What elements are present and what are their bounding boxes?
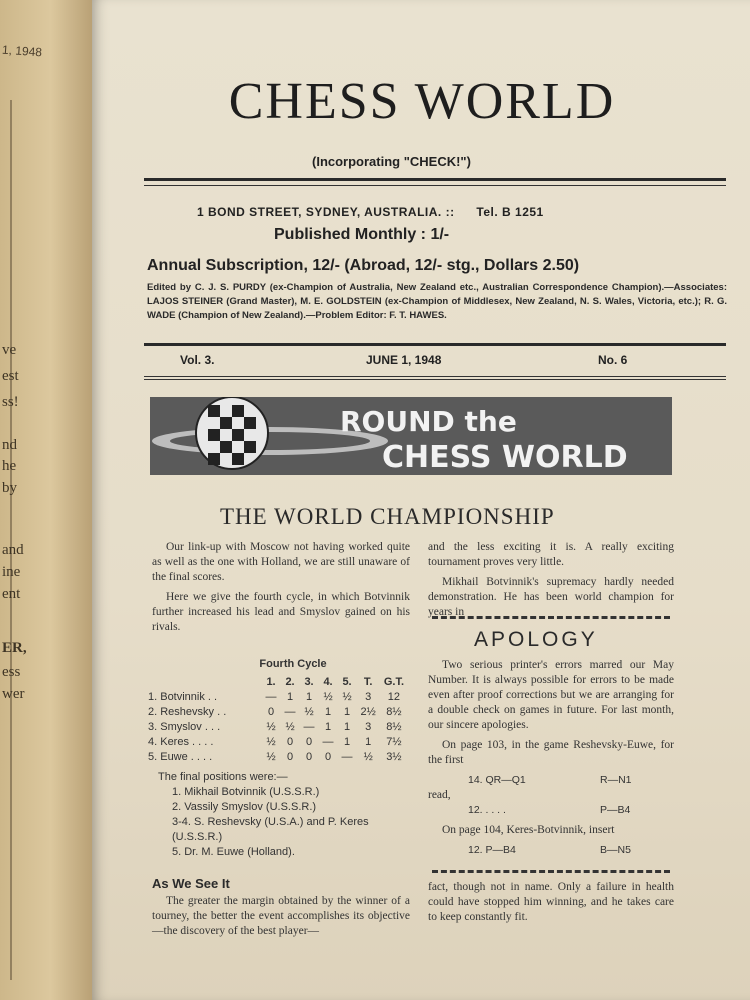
- score-cell: 0: [286, 750, 294, 763]
- score-cell: —: [341, 750, 353, 763]
- score-cell: 3: [365, 690, 372, 703]
- divider: [144, 178, 726, 181]
- article-paragraph: Mikhail Botvinnik's supremacy hardly needed demonstration. He has been world champion for years in: [428, 576, 674, 618]
- article-paragraph: fact, though not in name. Only a failure in health could have stopped him winning, and he takes care to keep constantly fit.: [428, 881, 674, 923]
- left-page-fragment: ss!: [2, 394, 19, 410]
- score-cell: ½: [266, 750, 276, 763]
- score-cell: 1: [286, 690, 294, 703]
- article-right-column: [428, 540, 674, 625]
- move-line: [428, 843, 674, 858]
- fourth-cycle-table: [148, 658, 408, 764]
- score-cell: 0: [305, 735, 313, 748]
- issue-date: JUNE 1, 1948: [366, 353, 442, 367]
- apology-paragraph: On page 104, Keres-Botvinnik, insert: [442, 824, 615, 836]
- player-name: 1. Botvinnik . .: [148, 690, 218, 703]
- score-cell: 3½: [386, 750, 402, 763]
- player-name: 4. Keres . . . .: [148, 735, 214, 748]
- score-cell: 8½: [386, 705, 402, 718]
- apology-column: [428, 658, 674, 858]
- move-left: 12. . . . .: [468, 804, 506, 816]
- divider: [432, 616, 670, 619]
- apology-paragraph: On page 103, in the game Reshevsky-Euwe, for the first: [428, 739, 674, 766]
- score-cell: 1: [324, 720, 332, 733]
- score-cell: 1: [343, 720, 351, 733]
- divider: [144, 343, 726, 346]
- left-page-fragment: he: [2, 458, 17, 474]
- article-paragraph: Our link-up with Moscow not having worked quite as well as the one with Holland, we are still unaware of the final scores.: [152, 541, 410, 583]
- score-cell: 12: [387, 690, 401, 703]
- left-page-fragment: ent: [2, 586, 21, 602]
- magazine-subtitle: (Incorporating "CHECK!"): [312, 154, 471, 169]
- divider: [432, 870, 670, 873]
- column-header: 3.: [304, 675, 314, 688]
- article-paragraph: Here we give the fourth cycle, in which Botvinnik further increased his lead and Smyslov gained on his rivals.: [152, 591, 410, 633]
- column-header: 1.: [266, 675, 276, 688]
- left-page-fragment: nd: [2, 437, 17, 453]
- apology-paragraph: Two serious printer's errors marred our May Number. It is always possible for errors to be made even after proof corrections but we are arranging for a double check on games in future. For last month, our sincere apologies.: [428, 659, 674, 731]
- left-page-fragment: est: [2, 368, 19, 384]
- score-cell: ½: [342, 690, 352, 703]
- as-we-see-it-heading: As We See It: [152, 876, 230, 891]
- left-page-fragment: ve: [2, 342, 17, 358]
- article-left-column: [152, 540, 410, 640]
- score-cell: 0: [267, 705, 275, 718]
- score-cell: 8½: [386, 720, 402, 733]
- table-row: [148, 749, 408, 764]
- divider: [144, 185, 726, 186]
- move-right: R—N1: [600, 774, 632, 786]
- move-right: P—B4: [600, 804, 631, 816]
- magazine-title: CHESS WORLD: [228, 73, 616, 130]
- left-page-fragment: and: [2, 542, 24, 558]
- score-cell: 1: [305, 690, 313, 703]
- column-header: 5.: [342, 675, 352, 688]
- article-paragraph: The greater the margin obtained by the winner of a tourney, the better the event accomplishes its objective —the discovery of the best player—: [152, 895, 410, 937]
- article-paragraph: and the less exciting it is. A really exciting tournament proves very little.: [428, 541, 674, 568]
- score-cell: —: [322, 735, 334, 748]
- published-monthly: Published Monthly : 1/-: [274, 226, 450, 243]
- article-title: THE WORLD CHAMPIONSHIP: [220, 504, 555, 529]
- score-cell: 0: [286, 735, 294, 748]
- score-cell: ½: [285, 720, 295, 733]
- score-cell: ½: [323, 690, 333, 703]
- move-line: [428, 803, 674, 818]
- divider: [144, 379, 726, 380]
- score-cell: ½: [266, 735, 276, 748]
- banner-line-2: CHESS WORLD: [382, 440, 628, 475]
- score-cell: —: [303, 720, 315, 733]
- table-row: [148, 689, 408, 704]
- magazine-page: [92, 0, 750, 1000]
- player-name: 5. Euwe . . . .: [148, 750, 213, 763]
- table-row: [148, 719, 408, 734]
- move-left: 12. P—B4: [468, 844, 516, 856]
- annual-subscription: Annual Subscription, 12/- (Abroad, 12/- stg., Dollars 2.50): [147, 257, 580, 274]
- left-page-fragment: ER,: [2, 640, 27, 656]
- score-cell: 2½: [360, 705, 376, 718]
- final-position-item: 2. Vassily Smyslov (U.S.S.R.): [172, 801, 317, 813]
- score-cell: 1: [365, 735, 372, 748]
- round-the-chess-world-banner: [150, 397, 672, 475]
- table-header-row: [148, 674, 408, 689]
- score-cell: 0: [305, 750, 313, 763]
- divider: [144, 376, 726, 377]
- move-right: B—N5: [600, 844, 631, 856]
- address-line: [197, 205, 544, 219]
- column-header: T.: [363, 675, 373, 688]
- telephone: Tel. B 1251: [476, 205, 544, 219]
- player-name: 2. Reshevsky . .: [148, 705, 227, 718]
- globe-icon: [196, 397, 268, 469]
- table-title: Fourth Cycle: [259, 658, 327, 670]
- table-row: [148, 704, 408, 719]
- left-page-fragment: ess: [2, 664, 21, 680]
- address: 1 BOND STREET, SYDNEY, AUSTRALIA. ::: [197, 205, 455, 219]
- article-left-column-bottom: [152, 894, 410, 944]
- score-cell: —: [284, 705, 296, 718]
- final-positions-heading: The final positions were:—: [158, 771, 288, 783]
- final-positions: [158, 770, 408, 860]
- column-header: G.T.: [383, 675, 404, 688]
- left-page-rule: [10, 100, 12, 980]
- score-cell: 0: [324, 750, 332, 763]
- article-right-column-bottom: [428, 880, 674, 930]
- read-label: read,: [428, 789, 451, 801]
- move-left: 14. QR—Q1: [468, 774, 526, 786]
- score-cell: ½: [363, 750, 373, 763]
- volume: Vol. 3.: [180, 353, 215, 367]
- player-name: 3. Smyslov . . .: [148, 720, 221, 733]
- score-cell: ½: [266, 720, 276, 733]
- column-header: 4.: [323, 675, 333, 688]
- score-cell: ½: [304, 705, 314, 718]
- table-row: [148, 734, 408, 749]
- score-cell: —: [265, 690, 277, 703]
- score-cell: 3: [365, 720, 372, 733]
- final-position-item: 5. Dr. M. Euwe (Holland).: [172, 846, 295, 858]
- move-line: [428, 773, 674, 788]
- final-position-item: 1. Mikhail Botvinnik (U.S.S.R.): [172, 786, 320, 798]
- apology-title: APOLOGY: [474, 628, 598, 651]
- score-cell: 1: [343, 735, 351, 748]
- column-header: 2.: [285, 675, 295, 688]
- banner-line-1: ROUND the: [340, 405, 517, 438]
- read-line: [428, 788, 674, 803]
- left-page-header: 1, 1948: [1, 42, 43, 60]
- final-position-item: 3-4. S. Reshevsky (U.S.A.) and P. Keres (U.S.S.R.): [172, 816, 369, 843]
- left-facing-page: [0, 0, 92, 1000]
- score-cell: 1: [343, 705, 351, 718]
- left-page-fragment: ine: [2, 564, 21, 580]
- left-page-fragment: wer: [2, 686, 25, 702]
- score-cell: 7½: [386, 735, 402, 748]
- score-cell: 1: [324, 705, 332, 718]
- editors-credit: Edited by C. J. S. PURDY (ex-Champion of Australia, New Zealand etc., Australian Correspondence Champion).—Associates: LAJOS STEINER (Grand Master), M. E. GOLDSTEIN (ex-Champion of Middlesex, New Zealand, N. S. Wales, Victoria, etc.); R. G. WADE (Champion of New Zealand).—Problem Editor: F. T. HAWES.: [147, 282, 727, 321]
- left-page-fragment: by: [2, 480, 17, 496]
- issue-number: No. 6: [598, 353, 628, 367]
